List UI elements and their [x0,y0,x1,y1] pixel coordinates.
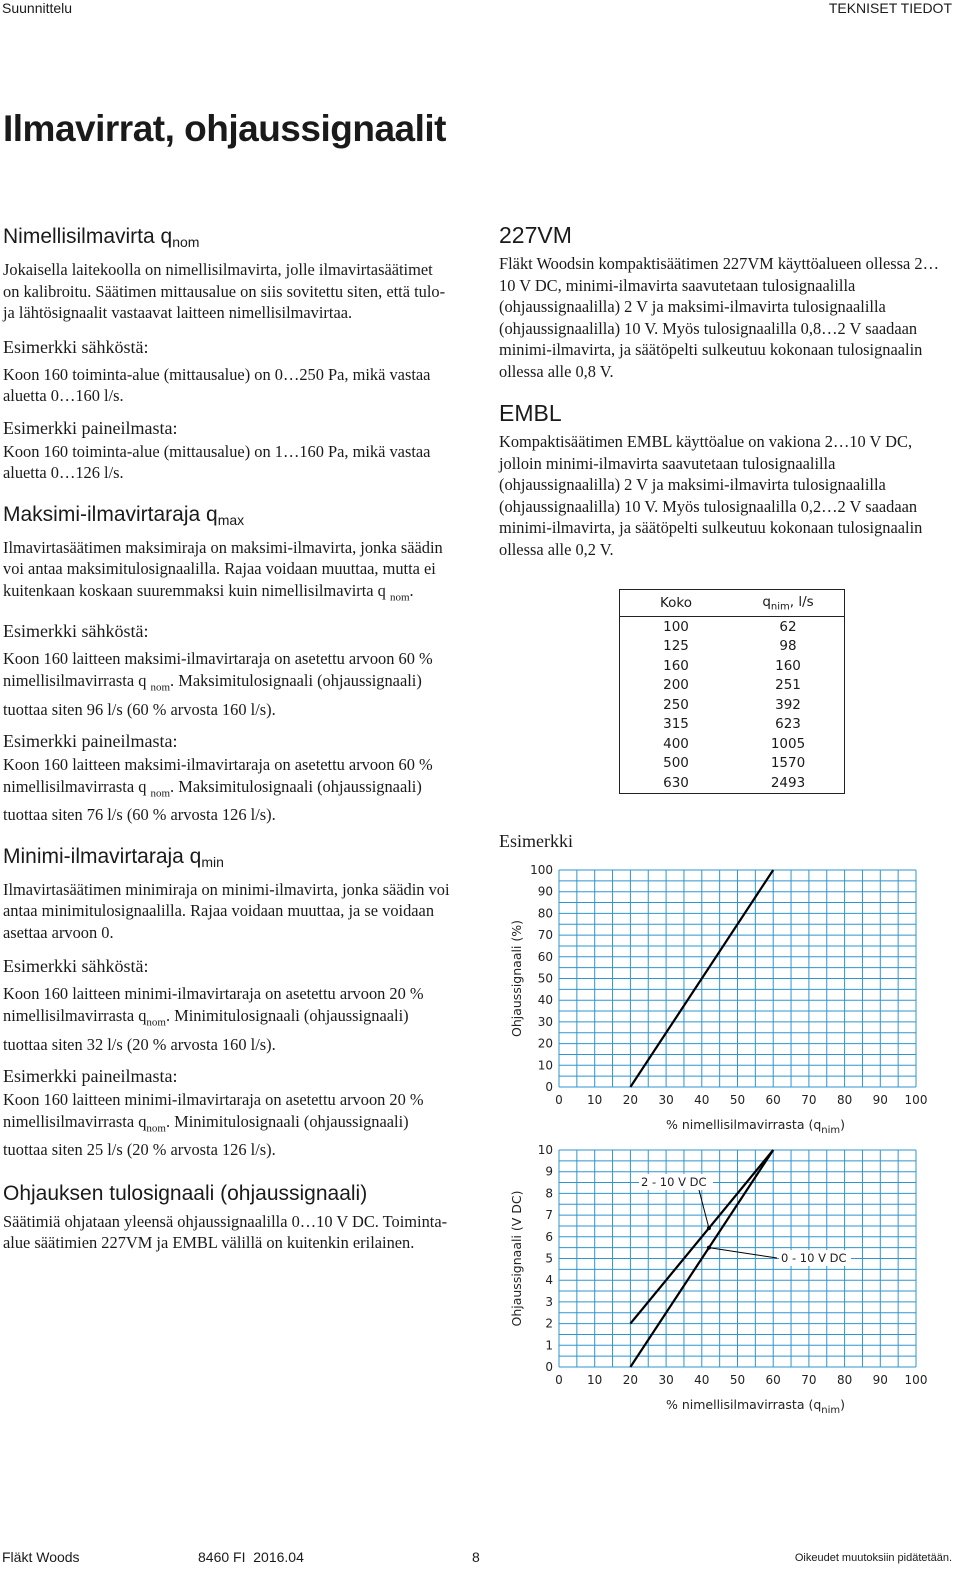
x-tick-label: 0 [555,1093,563,1107]
chart-signal-volt [499,1138,939,1420]
leader-line [709,1248,777,1258]
table-header-flow: $q_{nim}$, l/s [732,590,845,617]
y-tick-label: 20 [537,1036,553,1051]
section-title-227vm: 227VM [499,222,572,248]
example-heading: Esimerkki paineilmasta: [3,417,178,438]
x-tick-label: 70 [801,1373,817,1387]
x-tick-label: 20 [622,1373,639,1387]
paragraph: Ilmavirtasäätimen minimiraja on minimi-ilmavirta, jonka säädin voi antaa minimitulosignaalilla. Rajaa voidaan muuttaa, ja se voidaan asettaa arvoon 0. [3,879,450,942]
chart-signal-percent [499,858,939,1140]
x-axis-label-main: % nimellisilmavirrasta (q [665,1397,822,1412]
paragraph: Koon 160 laitteen maksimi-ilmavirtaraja on asetettu arvoon 60 % nimellisilmavirrasta q $_{nom}$. Maksimitulosignaali (ohjaussignaali) tuottaa siten 76 l/s (60 % arvosta 126 l/s). [3,755,433,825]
x-axis-label-end: ) [840,1397,846,1412]
paragraph: Koon 160 toiminta-alue (mittausalue) on 0…250 Pa, mikä vastaa aluetta 0…160 l/s. [3,364,431,405]
table-cell-size: 250 [663,696,689,713]
example-heading: Esimerkki paineilmasta: [3,1066,178,1087]
right-column [499,222,951,560]
y-tick-label: 7 [545,1208,553,1223]
y-tick-label: 1 [545,1338,553,1353]
y-tick-label: 6 [545,1229,553,1244]
paragraph: Jokaisella laitekoolla on nimellisilmavirta, jolle ilmavirtasäätimet on kalibroitu. Säätimen mittausalue on siis sovitettu siten, että tulo- ja lähtösignaalit vastaavat laitteen nimellisilmavirtaa. [3,260,446,322]
x-tick-label: 40 [694,1093,710,1107]
y-tick-label: 0 [545,1360,553,1374]
table-cell-size: 630 [663,774,689,791]
y-tick-label: 80 [537,906,553,921]
table-row [620,695,845,715]
y-tick-label: 5 [545,1251,553,1266]
x-tick-label: 90 [872,1093,888,1107]
x-axis-label-end: ) [840,1117,846,1132]
table-cell-size: 100 [663,618,689,635]
paragraph: Fläkt Woodsin kompaktisäätimen 227VM käyttöalueen ollessa 2…10 V DC, minimi-ilmavirta saavutetaan tulosignaalilla (ohjaussignaalilla) 2 V ja maksimi-ilmavirta tulosignaalilla (ohjaussignaalilla) 10 V. Myös tulosignaalilla 0,8…2 V saadaan minimi-ilmavirta, ja säätöpelti sulkeutuu kokonaan tulosignaalin ollessa alle 0,8 V. [499,254,939,381]
table-cell-size: 400 [663,735,689,752]
y-axis-label: Ohjaussignaali (%) [509,919,524,1038]
table-cell-size: 500 [663,755,689,772]
paragraph: Säätimiä ohjataan yleensä ohjaussignaalilla 0…10 V DC. Toiminta-alue säätimien 227VM ja EMBL välillä on kuitenkin erilainen. [3,1211,448,1253]
header-category-label: TEKNISET TIEDOT [828,0,952,16]
x-axis-label-main: % nimellisilmavirrasta (q [665,1117,822,1132]
table-cell-flow: 160 [775,657,801,674]
paragraph: Koon 160 toiminta-alue (mittausalue) on 1…160 Pa, mikä vastaa aluetta 0…126 l/s. [3,441,431,482]
paragraph: Koon 160 laitteen maksimi-ilmavirtaraja on asetettu arvoon 60 % nimellisilmavirrasta q $_{nom}$. Maksimitulosignaali (ohjaussignaali) tuottaa siten 96 l/s (60 % arvosta 160 l/s). [3,649,433,719]
table-cell-size: 160 [663,657,689,674]
table-cell-flow: 2493 [770,774,806,791]
example-heading: Esimerkki sähköstä: [3,956,149,977]
table-header-size: Koko [620,590,733,617]
x-tick-label: 50 [729,1373,746,1387]
footer-doc-id: 8460 FI 2016.04 [198,1549,304,1565]
plot-area [559,1150,916,1367]
y-tick-label: 70 [537,928,553,943]
table-cell-flow: 251 [775,677,801,694]
x-tick-label: 80 [836,1093,853,1107]
y-tick-label: 50 [537,971,553,986]
y-tick-label: 10 [537,1058,553,1073]
table-row [620,617,845,637]
table-cell-flow: 623 [775,716,801,733]
x-tick-label: 40 [694,1373,710,1387]
y-tick-label: 40 [537,993,553,1008]
section-title-embl: EMBL [499,400,562,426]
x-tick-label: 60 [765,1093,781,1107]
y-tick-label: 3 [545,1294,553,1309]
example-heading: Esimerkki sähköstä: [3,621,149,642]
x-tick-label: 100 [904,1373,928,1387]
header-section-label: Suunnittelu [2,0,73,16]
y-tick-label: 10 [537,1143,553,1157]
y-axis-label: Ohjaussignaali (V DC) [509,1190,524,1327]
table-cell-flow: 62 [779,618,797,635]
x-tick-label: 10 [587,1373,603,1387]
table-cell-flow: 1570 [770,755,806,772]
series-label: 2 - 10 V DC [641,1175,707,1189]
example-heading: Esimerkki sähköstä: [3,336,149,357]
table-cell-size: 125 [663,638,689,655]
paragraph: Koon 160 laitteen minimi-ilmavirtaraja on asetettu arvoon 20 % nimellisilmavirrasta $q_{nom}$. Minimitulosignaali (ohjaussignaali) tuottaa siten 25 l/s (20 % arvosta 126 l/s). [3,1090,424,1160]
page-title: Ilmavirrat, ohjaussignaalit [3,108,446,149]
x-tick-label: 0 [555,1373,563,1387]
footer-brand: Fläkt Woods [2,1549,80,1565]
y-tick-label: 8 [545,1186,553,1201]
table-cell-size: 315 [663,716,689,733]
table-row [620,754,845,774]
paragraph: Ilmavirtasäätimen maksimiraja on maksimi-ilmavirta, jonka säädin voi antaa maksimitulosignaalilla. Rajaa voidaan muuttaa, mutta ei kuitenkaan koskaan suuremmaksi kuin nimellisilmavirta q $_{nom}$. [3,537,443,603]
x-axis-label [666,1397,845,1416]
leader-dot [707,1246,711,1250]
paragraph: Koon 160 laitteen minimi-ilmavirtaraja on asetettu arvoon 20 % nimellisilmavirrasta $q_{nom}$. Minimitulosignaali (ohjaussignaali) tuottaa siten 32 l/s (20 % arvosta 160 l/s). [3,984,424,1054]
table-row [620,676,845,696]
table-cell-flow: 392 [775,696,801,713]
example-heading: Esimerkki paineilmasta: [3,731,178,752]
x-axis-label [666,1117,845,1136]
x-tick-label: 10 [587,1093,603,1107]
leader-dot [707,1226,711,1230]
y-tick-label: 100 [530,863,553,877]
y-tick-label: 60 [537,949,553,964]
x-tick-label: 60 [765,1373,781,1387]
y-tick-label: 2 [545,1316,553,1331]
table-row [620,656,845,676]
y-tick-label: 9 [545,1164,553,1179]
x-tick-label: 100 [904,1093,928,1107]
table-row [620,734,845,754]
x-tick-label: 90 [872,1373,888,1387]
x-axis-label-sub: nim [821,1125,841,1136]
x-axis-label-sub: nim [821,1405,841,1416]
section-title-max-flow: Maksimi-ilmavirtaraja $q_{max}$ [3,502,245,528]
size-flow-table [619,589,845,794]
leader-line [699,1190,709,1228]
x-tick-label: 30 [658,1373,674,1387]
example-chart-heading: Esimerkki [499,831,573,851]
table-cell-flow: 1005 [770,735,806,752]
table-row [620,637,845,657]
section-title-min-flow: Minimi-ilmavirtaraja $q_{min}$ [3,844,224,870]
x-tick-label: 20 [622,1093,639,1107]
y-tick-label: 30 [537,1014,553,1029]
table-cell-flow: 98 [779,638,797,655]
table-cell-size: 200 [663,677,689,694]
table-row [620,715,845,735]
plot-area [559,870,916,1087]
y-tick-label: 90 [537,884,553,899]
paragraph: Kompaktisäätimen EMBL käyttöalue on vakiona 2…10 V DC, jolloin minimi-ilmavirta saavutetaan tulosignaalilla (ohjaussignaalilla) 2 V ja maksimi-ilmavirta tulosignaalilla (ohjaussignaalilla) 10 V. Myös tulosignaalilla 0,2…2 V saadaan minimi-ilmavirta, ja säätöpelti sulkeutuu kokonaan tulosignaalin ollessa alle 0,2 V. [499,432,923,559]
y-tick-label: 4 [545,1273,553,1288]
section-title-nominal-flow: Nimellisilmavirta $q_{nom}$ [3,225,200,250]
x-tick-label: 30 [658,1093,674,1107]
footer-page-number: 8 [472,1549,480,1565]
footer-note: Oikeudet muutoksiin pidätetään. [794,1552,952,1564]
x-tick-label: 80 [836,1373,853,1387]
section-title-control-signal: Ohjauksen tulosignaali (ohjaussignaali) [3,1181,368,1205]
left-column [3,224,451,1254]
y-tick-label: 0 [545,1080,553,1094]
x-tick-label: 70 [801,1093,817,1107]
table-row [620,773,845,793]
x-tick-label: 50 [729,1093,746,1107]
series-label: 0 - 10 V DC [781,1251,847,1265]
